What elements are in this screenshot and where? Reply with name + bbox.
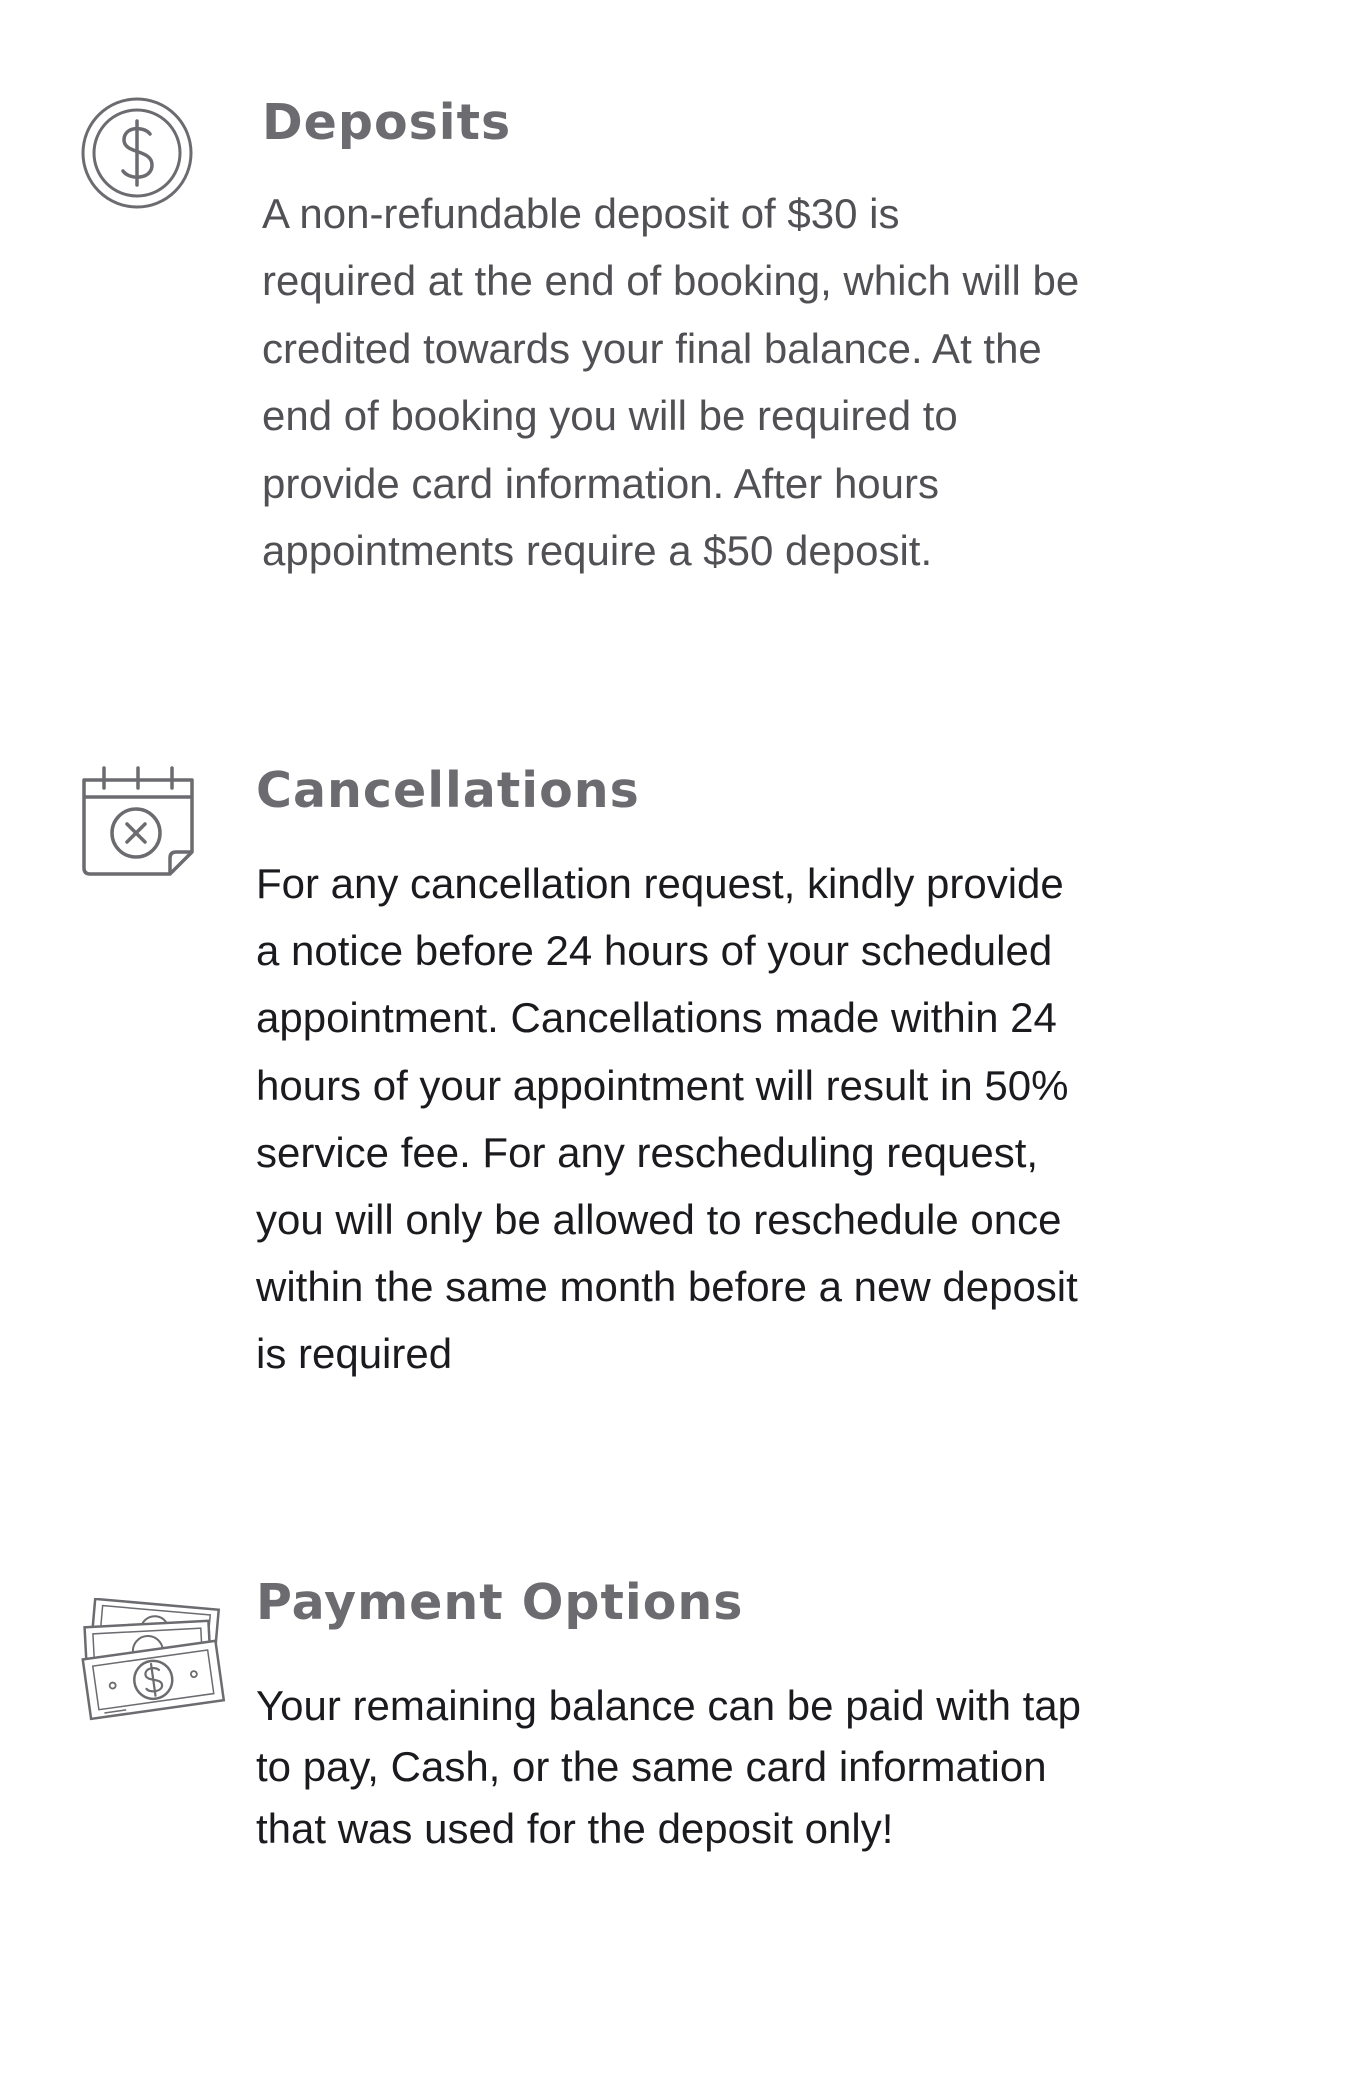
payment-options-line: Your remaining balance can be paid with tap bbox=[256, 1682, 1082, 1729]
deposits-description bbox=[262, 180, 1079, 584]
cancellations-line: appointment. Cancellations made within 24 bbox=[256, 994, 1057, 1042]
cancellations-line: is required bbox=[256, 1330, 453, 1378]
dollar-coin-icon bbox=[80, 96, 194, 210]
payment-options-line: that was used for the deposit only! bbox=[256, 1804, 894, 1852]
deposits-title: Deposits bbox=[262, 94, 512, 151]
cash-bills-icon bbox=[78, 1598, 226, 1724]
deposits-line: A non-refundable deposit of $30 is bbox=[262, 190, 900, 237]
payment-options-line: to pay, Cash, or the same card information bbox=[256, 1743, 1047, 1791]
cancellations-title: Cancellations bbox=[256, 762, 640, 819]
calendar-cancel-icon bbox=[80, 764, 196, 878]
cancellations-line: within the same month before a new deposit bbox=[256, 1263, 1078, 1311]
cancellations-line: a notice before 24 hours of your scheduled bbox=[256, 927, 1053, 975]
payment-options-title: Payment Options bbox=[256, 1574, 744, 1631]
cancellations-line: hours of your appointment will result in 50% bbox=[256, 1061, 1069, 1109]
deposits-line: provide card information. After hours bbox=[262, 459, 940, 507]
deposits-line: appointments require a $50 deposit. bbox=[262, 527, 933, 575]
payment-options-description bbox=[256, 1675, 1081, 1859]
deposits-line: end of booking you will be required to bbox=[262, 392, 958, 440]
cancellations-line: you will only be allowed to reschedule once bbox=[256, 1196, 1062, 1244]
cancellations-line: service fee. For any rescheduling request, bbox=[256, 1128, 1039, 1176]
cancellations-line: For any cancellation request, kindly provide bbox=[256, 860, 1064, 907]
deposits-line: credited towards your final balance. At the bbox=[262, 324, 1042, 372]
cancellations-description bbox=[256, 850, 1078, 1388]
deposits-line: required at the end of booking, which will be bbox=[262, 257, 1080, 305]
